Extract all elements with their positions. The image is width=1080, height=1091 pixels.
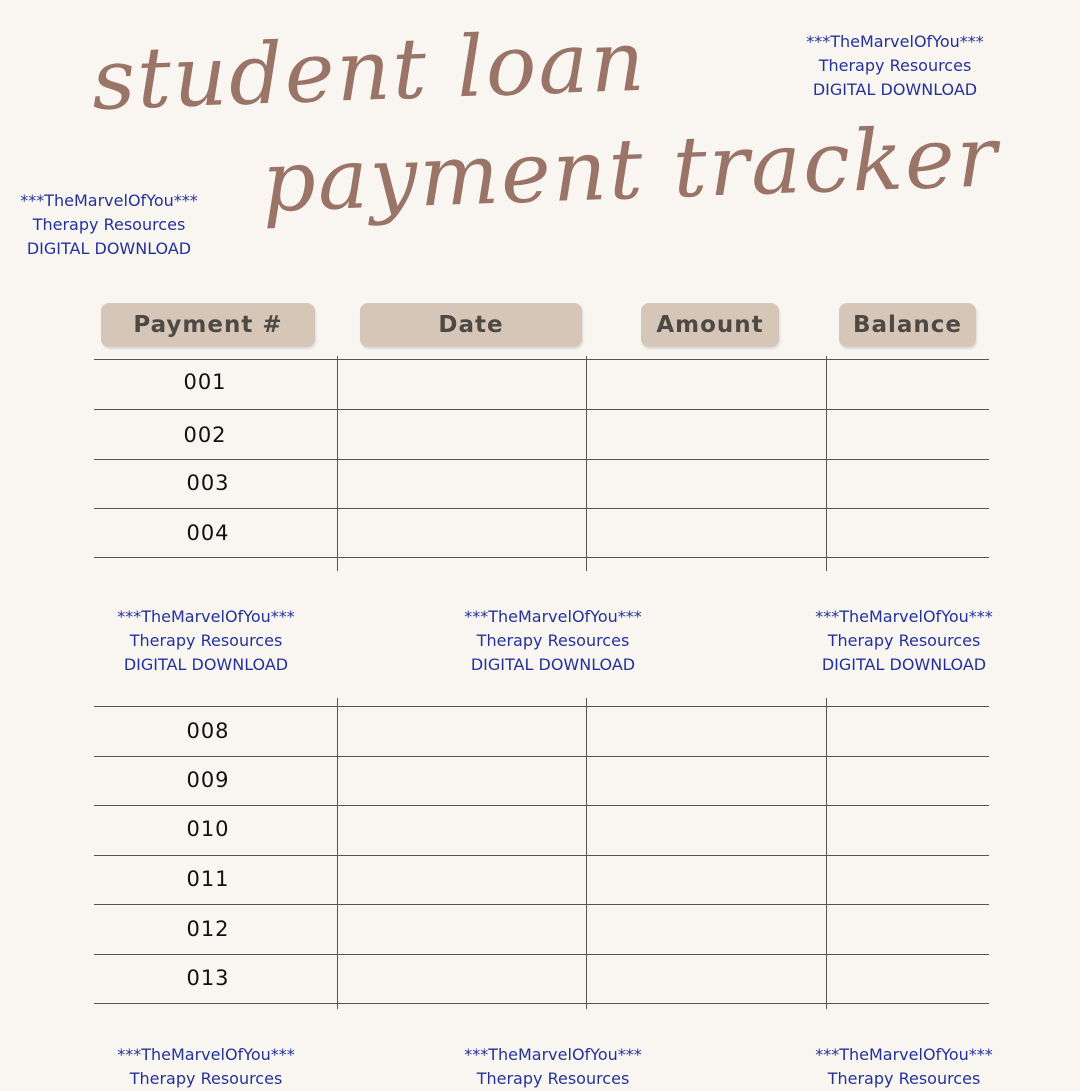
watermark-middle-right <box>784 605 1024 677</box>
table-row-number: 011 <box>186 867 230 891</box>
watermark-subtitle: Therapy Resources <box>32 215 186 234</box>
column-header-payment: Payment # <box>101 303 315 347</box>
table-row-number: 008 <box>186 719 230 743</box>
watermark-subtitle: Therapy Resources <box>129 1069 283 1088</box>
watermark-subtitle: Therapy Resources <box>476 1069 630 1088</box>
table-rule <box>94 359 989 360</box>
watermark-download: DIGITAL DOWNLOAD <box>821 655 987 674</box>
table-rule <box>94 805 989 806</box>
column-divider <box>586 356 587 571</box>
column-header-balance: Balance <box>839 303 976 347</box>
watermark-download: DIGITAL DOWNLOAD <box>123 655 289 674</box>
table-row-number: 012 <box>186 917 230 941</box>
column-divider <box>826 698 827 1009</box>
watermark-subtitle: Therapy Resources <box>129 631 283 650</box>
watermark-brand: ***TheMarvelOfYou*** <box>815 1045 993 1064</box>
watermark-top-right <box>775 30 1015 102</box>
watermark-bottom-right <box>784 1043 1024 1091</box>
watermark-brand: ***TheMarvelOfYou*** <box>117 1045 295 1064</box>
table-rule <box>94 756 989 757</box>
watermark-middle-center <box>433 605 673 677</box>
column-divider <box>586 698 587 1009</box>
table-rule <box>94 954 989 955</box>
watermark-subtitle: Therapy Resources <box>827 631 981 650</box>
column-divider <box>337 698 338 1009</box>
table-rule <box>94 409 989 410</box>
table-rule <box>94 855 989 856</box>
table-row-number: 010 <box>186 817 230 841</box>
watermark-brand: ***TheMarvelOfYou*** <box>117 607 295 626</box>
column-header-date: Date <box>360 303 582 347</box>
table-rule <box>94 1003 989 1004</box>
table-row-number: 004 <box>186 521 230 545</box>
table-row-number: 002 <box>183 423 227 447</box>
table-rule <box>94 904 989 905</box>
watermark-download: DIGITAL DOWNLOAD <box>26 239 192 258</box>
watermark-subtitle: Therapy Resources <box>827 1069 981 1088</box>
watermark-bottom-left <box>86 1043 326 1091</box>
watermark-bottom-center <box>433 1043 673 1091</box>
table-rule <box>94 557 989 558</box>
watermark-brand: ***TheMarvelOfYou*** <box>815 607 993 626</box>
column-header-amount: Amount <box>641 303 779 347</box>
watermark-subtitle: Therapy Resources <box>818 56 972 75</box>
watermark-brand: ***TheMarvelOfYou*** <box>464 1045 642 1064</box>
table-rule <box>94 459 989 460</box>
watermark-download: DIGITAL DOWNLOAD <box>812 80 978 99</box>
table-row-number: 009 <box>186 768 230 792</box>
watermark-download: DIGITAL DOWNLOAD <box>470 655 636 674</box>
watermark-middle-left <box>86 605 326 677</box>
column-divider <box>826 356 827 571</box>
watermark-brand: ***TheMarvelOfYou*** <box>806 32 984 51</box>
watermark-left <box>0 189 229 261</box>
watermark-subtitle: Therapy Resources <box>476 631 630 650</box>
table-rule <box>94 508 989 509</box>
watermark-brand: ***TheMarvelOfYou*** <box>20 191 198 210</box>
column-divider <box>337 356 338 571</box>
table-row-number: 001 <box>183 370 227 394</box>
page-title-line-1: student loan <box>90 11 648 129</box>
page-title-line-2: payment tracker <box>260 107 1001 231</box>
watermark-brand: ***TheMarvelOfYou*** <box>464 607 642 626</box>
table-rule <box>94 706 989 707</box>
table-row-number: 003 <box>186 471 230 495</box>
table-row-number: 013 <box>186 966 230 990</box>
